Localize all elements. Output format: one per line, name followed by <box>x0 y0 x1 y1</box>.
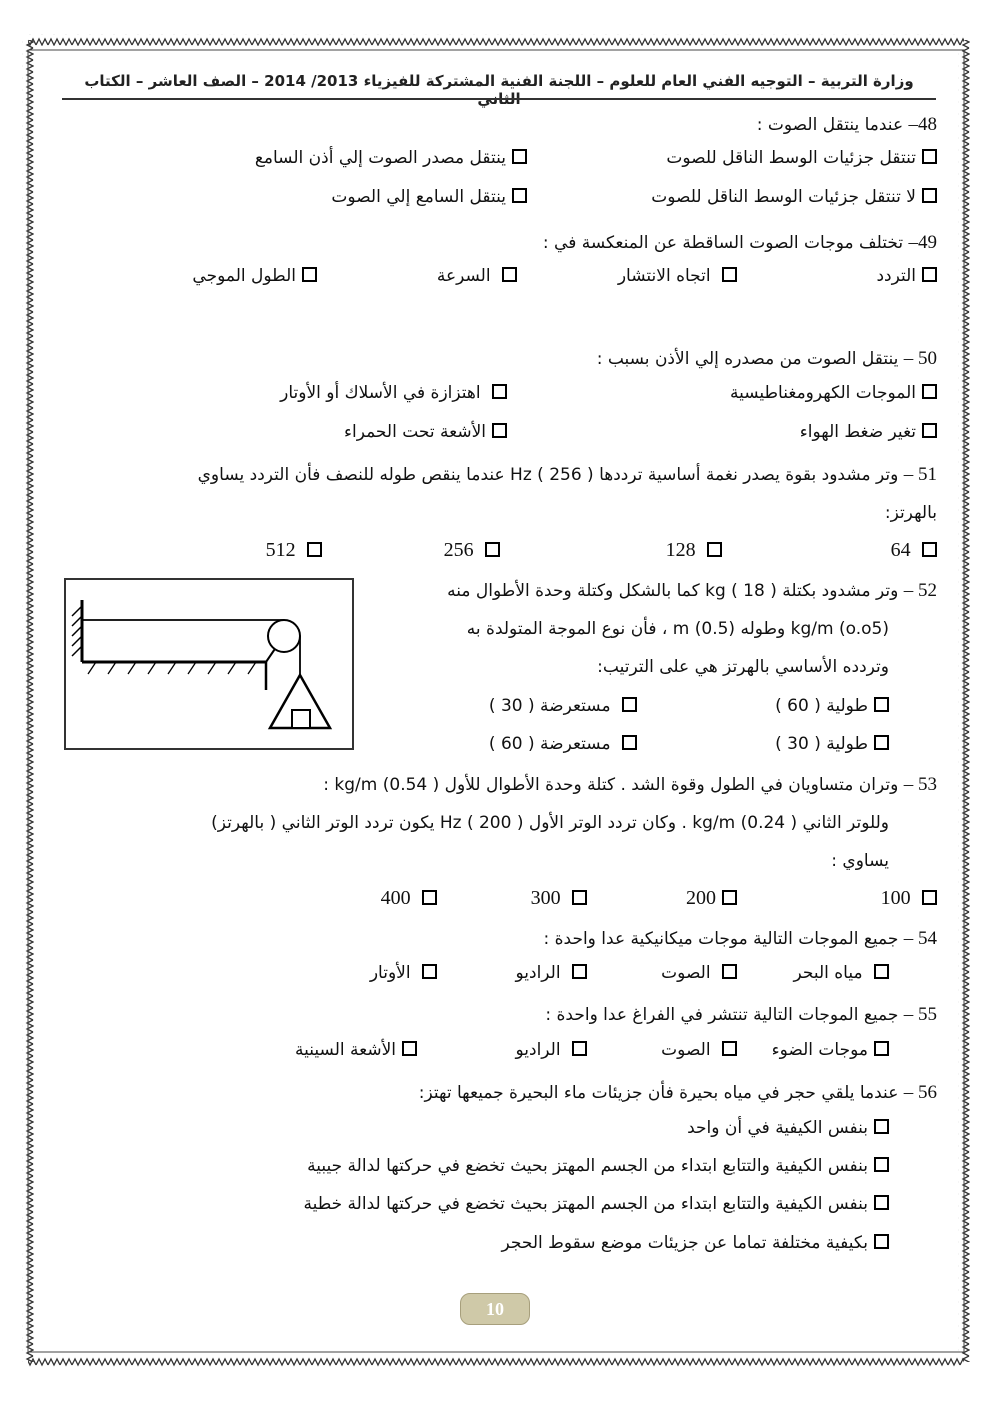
checkbox-icon[interactable] <box>402 1041 417 1056</box>
question-text: تختلف موجات الصوت الساقطة عن المنعكسة في : <box>542 233 904 253</box>
pulley-wheel <box>268 620 300 652</box>
question-text: جميع الموجات التالية تنتشر في الفراغ عدا واحدة : <box>545 1005 899 1025</box>
checkbox-icon[interactable] <box>502 267 517 282</box>
option[interactable]: تغير ضغط الهواء <box>800 422 937 442</box>
checkbox-icon[interactable] <box>622 735 637 750</box>
question-number: 49– <box>908 232 937 253</box>
option[interactable]: 512 <box>266 539 322 562</box>
option[interactable]: الطول الموجي <box>192 266 317 286</box>
options-48b <box>60 181 937 220</box>
checkbox-icon[interactable] <box>922 384 937 399</box>
option[interactable]: الراديو <box>516 963 588 983</box>
checkbox-icon[interactable] <box>422 964 437 979</box>
question-continuation: kg/m (o.o5) وطوله m (0.5) ، فأن نوع الموجة المتولدة به <box>466 619 889 639</box>
option[interactable]: اهتزازة في الأسلاك أو الأوتار <box>280 383 507 403</box>
checkbox-icon[interactable] <box>485 542 500 557</box>
option[interactable]: 128 <box>666 539 722 562</box>
question-text: عندما ينتقل الصوت : <box>756 115 904 135</box>
option[interactable]: بكيفية مختلفة تماما عن جزيئات موضع سقوط الحجر <box>502 1233 889 1253</box>
checkbox-icon[interactable] <box>492 384 507 399</box>
question-number: 50 – <box>903 348 937 369</box>
option[interactable]: لا تنتقل جزئيات الوسط الناقل للصوت <box>651 187 937 207</box>
checkbox-icon[interactable] <box>622 697 637 712</box>
checkbox-icon[interactable] <box>922 267 937 282</box>
options-49 <box>60 260 937 299</box>
checkbox-icon[interactable] <box>307 542 322 557</box>
question-50 <box>60 346 937 372</box>
page-header: وزارة التربية – التوجيه الفني العام للعلوم – اللجنة الفنية المشتركة للفيزياء 2013/ 2014 – الصف العاشر – الكتاب الثاني <box>84 72 914 108</box>
option-56-c <box>60 1188 937 1227</box>
option[interactable]: طولية ( 60 ) <box>775 696 889 716</box>
option[interactable]: بنفس الكيفية والتتابع ابتداء من الجسم المهتز بحيث تخضع في حركتها لدالة خطية <box>303 1194 889 1214</box>
options-52b <box>357 728 937 767</box>
options-48 <box>60 142 937 181</box>
question-text: وتر مشدود بقوة يصدر نغمة أساسية ترددها Hz ( 256 ) عندما ينقص طوله للنصف فأن التردد يساوي <box>197 465 899 485</box>
checkbox-icon[interactable] <box>722 964 737 979</box>
option[interactable]: الأشعة السينية <box>295 1040 417 1060</box>
question-text: وتران متساويان في الطول وقوة الشد . كتلة وحدة الأطوال للأول kg/m (0.54 ) : <box>323 775 899 795</box>
option[interactable]: الصوت <box>661 1040 737 1060</box>
question-55 <box>60 1002 937 1028</box>
checkbox-icon[interactable] <box>874 964 889 979</box>
checkbox-icon[interactable] <box>492 423 507 438</box>
table-hatch <box>88 662 256 674</box>
question-51 <box>60 462 937 526</box>
option[interactable]: طولية ( 30 ) <box>775 734 889 754</box>
option-56-b <box>60 1150 937 1189</box>
option[interactable]: 100 <box>881 887 937 910</box>
option[interactable]: السرعة <box>437 266 517 286</box>
option[interactable]: الأوتار <box>370 963 437 983</box>
question-number: 51 – <box>903 464 937 485</box>
checkbox-icon[interactable] <box>874 735 889 750</box>
question-54 <box>60 926 937 952</box>
question-text: ينتقل الصوت من مصدره إلي الأذن بسبب : <box>596 349 899 369</box>
checkbox-icon[interactable] <box>302 267 317 282</box>
option[interactable]: 400 <box>381 887 437 910</box>
checkbox-icon[interactable] <box>722 1041 737 1056</box>
pulley-diagram <box>66 580 352 748</box>
question-number: 53 – <box>903 774 937 795</box>
checkbox-icon[interactable] <box>422 890 437 905</box>
checkbox-icon[interactable] <box>874 1234 889 1249</box>
option[interactable]: موجات الضوء <box>772 1040 889 1060</box>
question-continuation: وللوتر الثاني kg/m (0.24 ) . وكان تردد الوتر الأول Hz ( 200 ) يكون تردد الوتر الثاني ( بالهرتز) <box>211 813 889 833</box>
checkbox-icon[interactable] <box>874 1157 889 1172</box>
option[interactable]: بنفس الكيفية والتتابع ابتداء من الجسم المهتز بحيث تخضع في حركتها لدالة جيبية <box>307 1156 889 1176</box>
checkbox-icon[interactable] <box>707 542 722 557</box>
option[interactable]: مستعرضة ( 30 ) <box>489 696 637 716</box>
question-number: 48– <box>908 114 937 135</box>
option[interactable]: الموجات الكهرومغناطيسية <box>730 383 937 403</box>
checkbox-icon[interactable] <box>512 188 527 203</box>
option[interactable]: 256 <box>444 539 500 562</box>
checkbox-icon[interactable] <box>874 1195 889 1210</box>
checkbox-icon[interactable] <box>572 1041 587 1056</box>
option[interactable]: الصوت <box>661 963 737 983</box>
question-52 <box>357 578 937 680</box>
question-number: 52 – <box>903 580 937 601</box>
option[interactable]: مستعرضة ( 60 ) <box>489 734 637 754</box>
question-text: عندما يلقي حجر في مياه بحيرة فأن جزيئات ماء البحيرة جميعها تهتز: <box>418 1083 899 1103</box>
question-continuation: وتردده الأساسي بالهرتز هي على الترتيب: <box>597 657 889 677</box>
header-divider <box>62 98 936 100</box>
option[interactable]: التردد <box>876 266 937 286</box>
question-48 <box>60 112 937 138</box>
checkbox-icon[interactable] <box>922 188 937 203</box>
option[interactable]: اتجاه الانتشار <box>618 266 737 286</box>
checkbox-icon[interactable] <box>874 1041 889 1056</box>
question-number: 56 – <box>903 1082 937 1103</box>
checkbox-icon[interactable] <box>922 890 937 905</box>
mass-window <box>292 710 310 728</box>
options-52 <box>357 690 937 729</box>
option[interactable]: الراديو <box>516 1040 588 1060</box>
option[interactable]: مياه البحر <box>793 963 889 983</box>
checkbox-icon[interactable] <box>722 267 737 282</box>
option[interactable]: بنفس الكيفية في أن واحد <box>687 1118 889 1138</box>
option[interactable]: 300 <box>531 887 587 910</box>
options-51 <box>60 533 937 572</box>
checkbox-icon[interactable] <box>922 542 937 557</box>
question-53 <box>60 772 937 874</box>
options-55 <box>60 1034 937 1073</box>
checkbox-icon[interactable] <box>722 890 737 905</box>
options-54 <box>60 957 937 996</box>
option-56-d <box>60 1227 937 1266</box>
checkbox-icon[interactable] <box>572 964 587 979</box>
question-continuation: يساوي : <box>831 851 889 871</box>
question-text: وتر مشدود بكتلة kg ( 18 ) كما بالشكل وكتلة وحدة الأطوال منه <box>447 581 899 601</box>
option[interactable]: 200 <box>686 887 737 910</box>
question-number: 54 – <box>903 928 937 949</box>
options-53 <box>60 881 937 920</box>
question-text: جميع الموجات التالية موجات ميكانيكية عدا واحدة : <box>543 929 899 949</box>
checkbox-icon[interactable] <box>874 697 889 712</box>
string-pulley-figure <box>64 578 354 750</box>
question-49 <box>60 230 937 256</box>
option-56-a <box>60 1112 937 1151</box>
option[interactable]: 64 <box>891 539 937 562</box>
checkbox-icon[interactable] <box>874 1119 889 1134</box>
options-50b <box>60 416 937 455</box>
checkbox-icon[interactable] <box>922 423 937 438</box>
checkbox-icon[interactable] <box>572 890 587 905</box>
option[interactable]: ينتقل مصدر الصوت إلي أذن السامع <box>255 148 527 168</box>
option[interactable]: تنتقل جزئيات الوسط الناقل للصوت <box>666 148 937 168</box>
question-number: 55 – <box>903 1004 937 1025</box>
option[interactable]: ينتقل السامع إلي الصوت <box>331 187 527 207</box>
option[interactable]: الأشعة تحت الحمراء <box>344 422 507 442</box>
page-number: 10 <box>460 1293 530 1325</box>
checkbox-icon[interactable] <box>922 149 937 164</box>
options-50 <box>60 377 937 416</box>
question-56 <box>60 1080 937 1106</box>
question-continuation: بالهرتز: <box>884 503 937 523</box>
checkbox-icon[interactable] <box>512 149 527 164</box>
